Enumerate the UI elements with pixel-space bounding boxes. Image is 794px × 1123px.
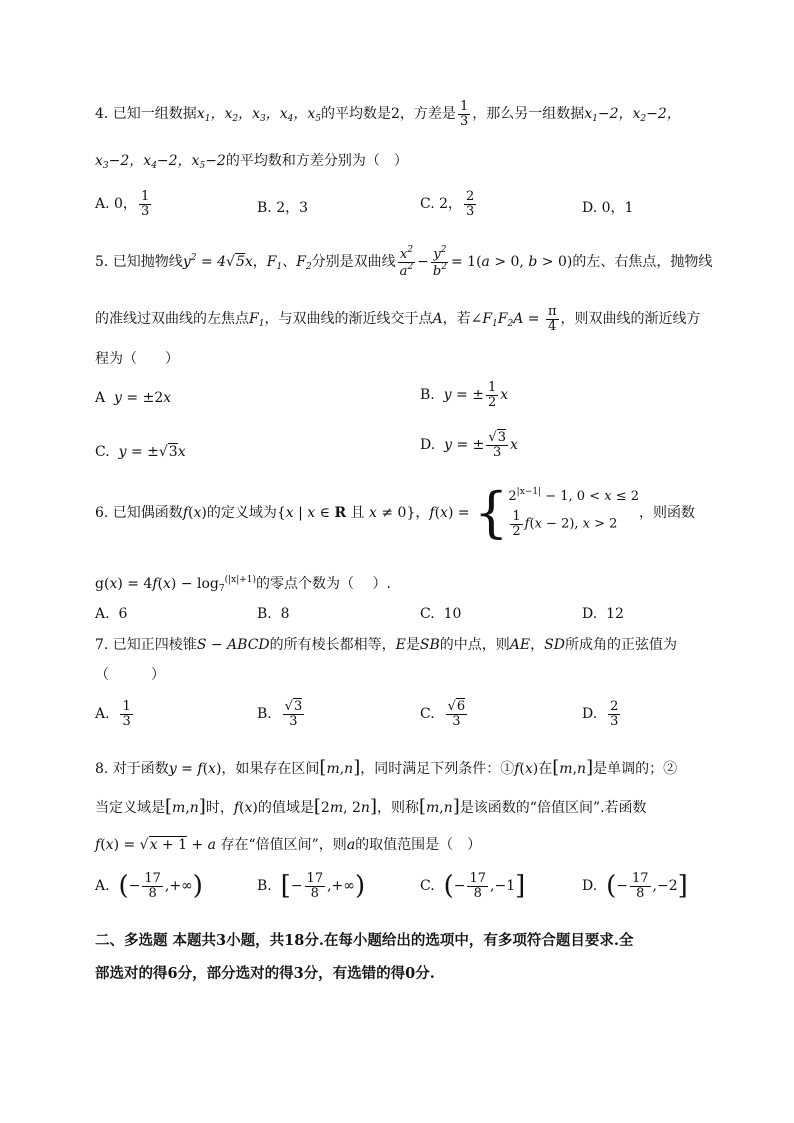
section-heading-line1: 二、多选题 本题共3小题，共18分.在每小题给出的选项中，有多项符合题目要求.全	[95, 932, 634, 949]
piecewise: { $2^{|x-1|} - 1$, 0 < x ≤ 2 $\frac{1}{2}$ f(x − 2), x > 2	[474, 481, 639, 544]
q8-option-a: A. (− $\frac{17}{8}$ ,+∞)	[95, 871, 203, 902]
q8-option-c: C. (− $\frac{17}{8}$ ,−1]	[420, 871, 526, 902]
q5-line2: 的准线过双曲线的左焦点$F_1$，与双曲线的渐近线交于点A，若$\angle F_1F_2A$ = $\frac{\pi}{4}$ ，则双曲线的渐近线方	[95, 304, 701, 334]
q5-option-d: D. y = ± $\frac{√3}{3}$ x	[420, 430, 518, 460]
q5-option-a: A y = ±2x	[95, 390, 172, 406]
q8-line1: 8. 对于函数y = f(x)，如果存在区间[m,n]，同时满足下列条件：①f(x)在[m,n]是单调的；②	[95, 757, 678, 778]
q7-line1: 7. 已知正四棱锥S − ABCD的所有棱长都相等，E是SB的中点，则AE，SD所成角的正弦值为	[95, 637, 677, 653]
q4-line1: 4. 已知一组数据$x_1$，$x_2$，$x_3$，$x_4$，$x_5$的平均数是2，方差是 $\frac{1}{3}$ ，那么另一组数据$x_1-2$，$x_2-2$，	[95, 99, 681, 129]
math: $x_3-2$，$x_4-2$，$x_5-2$	[95, 153, 226, 171]
q4-option-a: A. 0， $\frac{1}{3}$	[95, 189, 150, 219]
q4-option-c: C. 2， $\frac{2}{3}$	[420, 189, 475, 219]
q5-option-b: B. y = ± $\frac{1}{2}$ x	[420, 380, 509, 410]
q5-option-c: C. y = ±√3x	[95, 444, 186, 460]
fraction: $\frac{1}{3}$	[459, 99, 469, 129]
q6-option-c: C. 10	[420, 606, 462, 622]
q8-option-d: D. (− $\frac{17}{8}$ ,−2]	[582, 871, 688, 902]
q6-option-a: A. 6	[95, 606, 128, 622]
q7-option-b: B. $\frac{√3}{3}$	[257, 699, 303, 729]
q4-line2: $x_3-2$，$x_4-2$，$x_5-2$的平均数和方差分别为（ ）	[95, 153, 408, 171]
math: $x_1$，$x_2$，$x_3$，$x_4$，$x_5$	[196, 106, 322, 125]
math: $x_1-2$，$x_2-2$，	[584, 106, 681, 125]
q6-option-b: B. 8	[257, 606, 290, 622]
q6-line2: $g(x) = 4f(x) - \log_7^{(|x|+1)}$的零点个数为（ ）.	[95, 575, 391, 594]
q8-option-b: B. [− $\frac{17}{8}$ ,+∞)	[257, 871, 366, 902]
q6-option-d: D. 12	[582, 606, 624, 622]
q4-option-d: D. 0，1	[582, 200, 634, 216]
q4-option-b: B. 2，3	[257, 200, 309, 216]
q7-option-c: C. $\frac{√6}{3}$	[420, 699, 466, 729]
q5-line1: 5. 已知抛物线$y^2 = 4√5x$，$F_1$、$F_2$分别是双曲线 $\frac{x^2}{a^2}$ − $\frac{y^2}{b^2}$ = 1(a > 0, b > 0)的左、右焦点，抛物线	[95, 245, 713, 279]
q7-line2: （ ）	[95, 667, 165, 683]
section-heading-line2: 部选对的得6分，部分选对的得3分，有选错的得0分.	[95, 965, 435, 982]
q8-line3: f(x) = √x + 1 + a 存在“倍值区间”，则a的取值范围是（ ）	[95, 837, 482, 853]
q8-line2: 当定义域是[m,n]时，f(x)的值域是[2m, 2n]，则称[m,n]是该函数的“倍值区间”.若函数	[95, 796, 647, 817]
q7-option-d: D. $\frac{2}{3}$	[582, 699, 619, 729]
q5-line3: 程为（ ）	[95, 351, 179, 367]
q7-option-a: A. $\frac{1}{3}$	[95, 699, 131, 729]
q6-line1: 6. 已知偶函数f(x)的定义域为{x | x ∈ R 且 x ≠ 0}，f(x) = { $2^{|x-1|} - 1$, 0 < x ≤ 2 $\frac{1}{2}$ f(x − 2), x > 2 ，则函数	[95, 481, 695, 544]
